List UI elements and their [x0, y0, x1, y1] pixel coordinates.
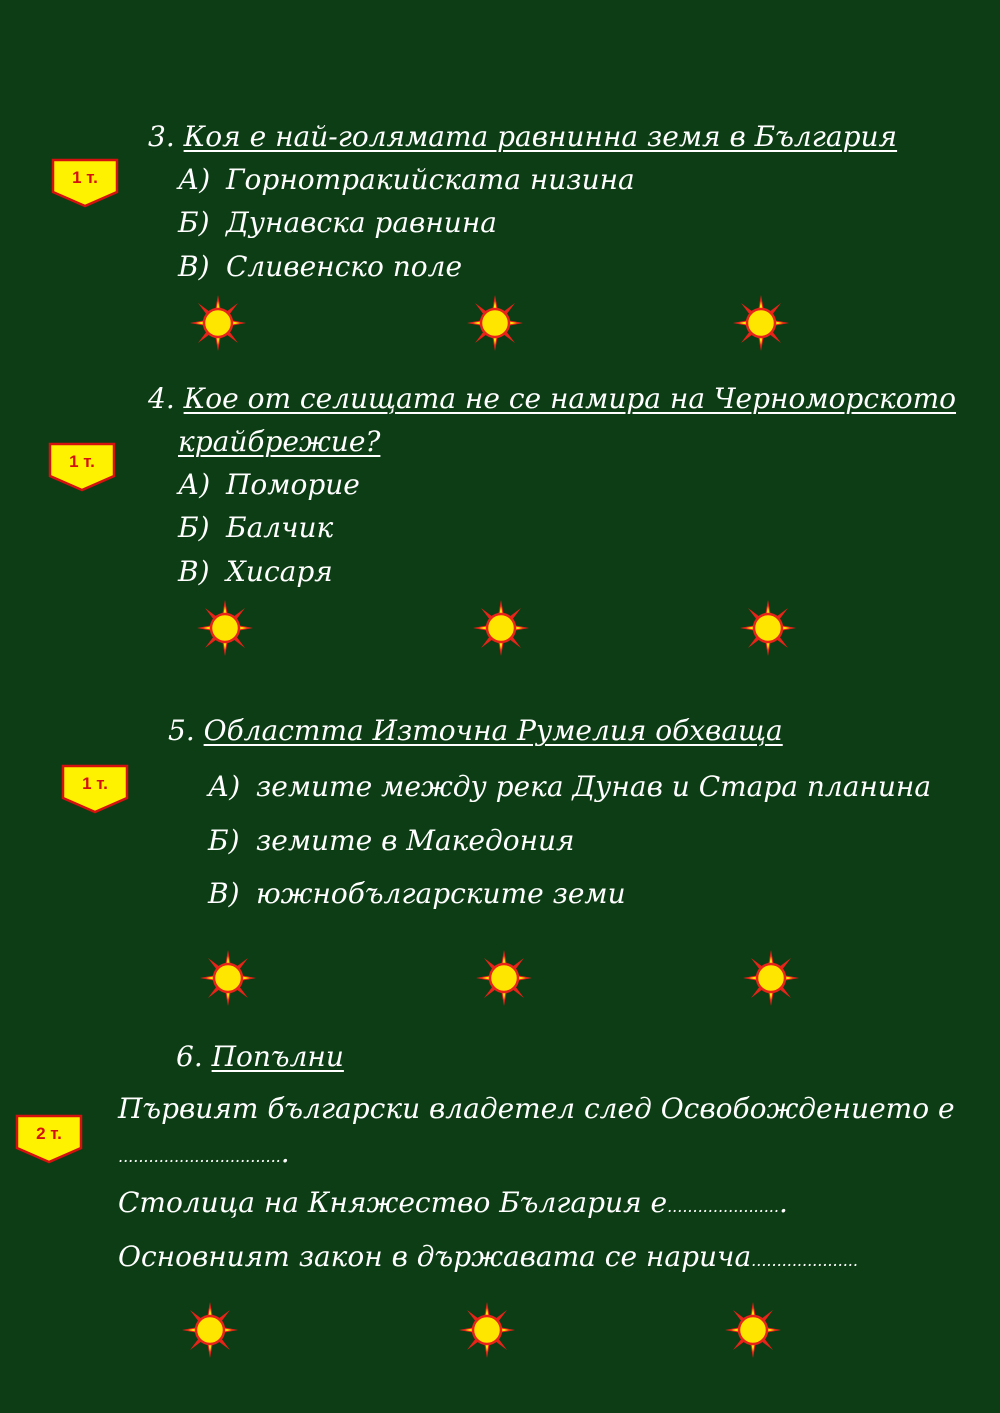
- points-label: 2 т.: [36, 1124, 62, 1143]
- fill-line-2: [118, 1186, 788, 1219]
- answer-text: Дунавска равнина: [226, 206, 497, 239]
- q5-answer-a[interactable]: [208, 770, 931, 803]
- fill-end: .: [280, 1136, 290, 1169]
- points-label: 1 т.: [72, 168, 98, 187]
- answer-text: Хисаря: [226, 555, 333, 588]
- sun-icon: [741, 948, 801, 1008]
- answer-text: Сливенско поле: [226, 250, 463, 283]
- question-6-text: Попълни: [211, 1040, 344, 1073]
- sun-icon: [474, 948, 534, 1008]
- sun-icon: [723, 1300, 783, 1360]
- fill-line-1: [118, 1092, 955, 1125]
- points-label: 1 т.: [69, 452, 95, 471]
- question-6-number: 6.: [176, 1040, 203, 1073]
- points-badge-q6: [15, 1114, 83, 1164]
- answer-text: Горнотракийската низина: [226, 163, 635, 196]
- question-4-title: [148, 378, 956, 420]
- fill-text: Столица на Княжество България е: [118, 1186, 668, 1219]
- answer-text: земите между река Дунав и Стара планина: [256, 770, 932, 803]
- sun-icon: [188, 293, 248, 353]
- q4-answer-a[interactable]: [178, 468, 360, 501]
- question-3-text: Коя е най-голямата равнинна земя в България: [183, 120, 898, 153]
- fill-text: Първият български владетел след Освобождението е: [118, 1092, 955, 1125]
- sun-icon: [180, 1300, 240, 1360]
- answer-letter: Б): [208, 824, 240, 857]
- question-5-text: Областта Източна Румелия обхваща: [203, 714, 783, 747]
- sun-icon: [198, 948, 258, 1008]
- answer-letter: Б): [178, 206, 210, 239]
- points-badge-q3: [51, 158, 119, 208]
- points-badge-q5: [61, 764, 129, 814]
- answer-text: Балчик: [226, 511, 334, 544]
- sun-icon: [471, 598, 531, 658]
- fill-text: Основният закон в държавата се нарича: [118, 1240, 752, 1273]
- q4-answer-b[interactable]: [178, 511, 333, 544]
- q4-answer-c[interactable]: [178, 555, 333, 588]
- answer-letter: В): [178, 555, 210, 588]
- answer-text: южнобългарските земи: [256, 877, 626, 910]
- sun-icon: [738, 598, 798, 658]
- fill-line-3: [118, 1240, 858, 1273]
- answer-letter: А): [208, 770, 241, 803]
- sun-icon: [457, 1300, 517, 1360]
- question-3-number: 3.: [148, 120, 175, 153]
- points-badge-q4: [48, 442, 116, 492]
- answer-letter: А): [178, 468, 211, 501]
- q3-answer-b[interactable]: [178, 206, 497, 239]
- answer-text: земите в Македония: [256, 824, 575, 857]
- question-4-text: Кое от селищата не се намира на Черноморското: [183, 382, 957, 415]
- question-4-text-cont: крайбрежие?: [178, 425, 381, 458]
- answer-letter: В): [208, 877, 240, 910]
- sun-icon: [195, 598, 255, 658]
- answer-text: Поморие: [226, 468, 360, 501]
- q5-answer-c[interactable]: [208, 877, 626, 910]
- sun-icon: [731, 293, 791, 353]
- fill-line-1-blank[interactable]: [118, 1136, 290, 1169]
- answer-letter: В): [178, 250, 210, 283]
- fill-blank[interactable]: ......................: [667, 1197, 779, 1216]
- q3-answer-a[interactable]: [178, 163, 635, 196]
- q3-answer-c[interactable]: [178, 250, 462, 283]
- question-3-title: [148, 116, 897, 158]
- question-4-title-line2: [178, 421, 380, 463]
- question-5-number: 5.: [168, 714, 195, 747]
- answer-letter: А): [178, 163, 211, 196]
- q5-answer-b[interactable]: [208, 824, 575, 857]
- question-6-title: [176, 1036, 344, 1078]
- answer-letter: Б): [178, 511, 210, 544]
- fill-blank[interactable]: ................................: [118, 1147, 281, 1166]
- sun-icon: [465, 293, 525, 353]
- fill-blank[interactable]: .....................: [751, 1251, 858, 1270]
- fill-end: .: [778, 1186, 788, 1219]
- question-4-number: 4.: [148, 382, 175, 415]
- points-label: 1 т.: [82, 774, 108, 793]
- question-5-title: [168, 710, 783, 752]
